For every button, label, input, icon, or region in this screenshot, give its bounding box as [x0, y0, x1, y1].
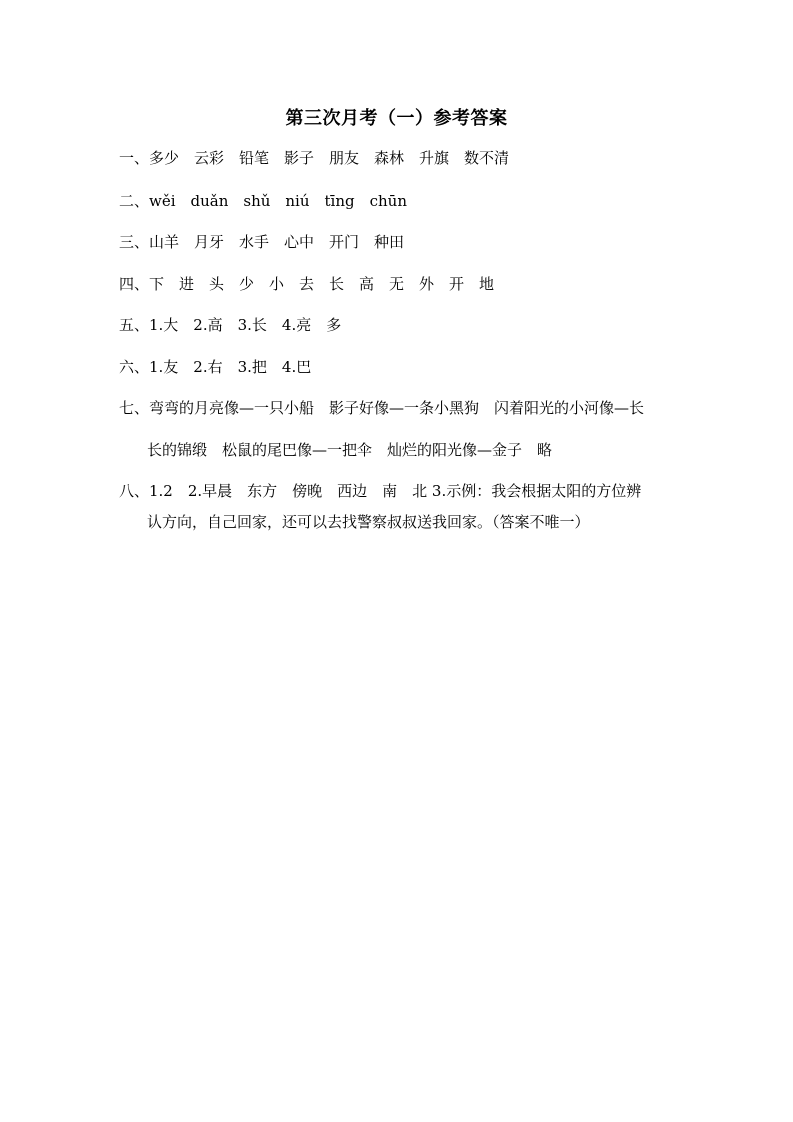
answer-line-3: 三、山羊 月牙 水手 心中 开门 种田	[119, 233, 405, 251]
answer-line-8: 八、1.2 2.早晨 东方 傍晚 西边 南 北 3.示例：我会根据太阳的方位辨	[119, 482, 642, 500]
page-title: 第三次月考（一）参考答案	[285, 108, 508, 129]
answer-line-6: 六、1.友 2.右 3.把 4.巴	[119, 358, 312, 376]
answer-line-4: 四、下 进 头 少 小 去 长 高 无 外 开 地	[119, 275, 495, 293]
answer-line-5: 五、1.大 2.高 3.长 4.亮 多	[119, 316, 342, 334]
answer-line-8-continued: 认方向，自己回家，还可以去找警察叔叔送我回家。（答案不唯一）	[147, 513, 590, 531]
answer-line-2: 二、wěi duǎn shǔ niú tīng chūn	[119, 192, 407, 210]
answer-line-7: 七、弯弯的月亮像—一只小船 影子好像—一条小黑狗 闪着阳光的小河像—长	[119, 399, 645, 417]
answer-line-7-continued: 长的锦缎 松鼠的尾巴像—一把伞 灿烂的阳光像—金子 略	[147, 441, 553, 459]
answer-line-1: 一、多少 云彩 铅笔 影子 朋友 森林 升旗 数不清	[119, 149, 510, 167]
